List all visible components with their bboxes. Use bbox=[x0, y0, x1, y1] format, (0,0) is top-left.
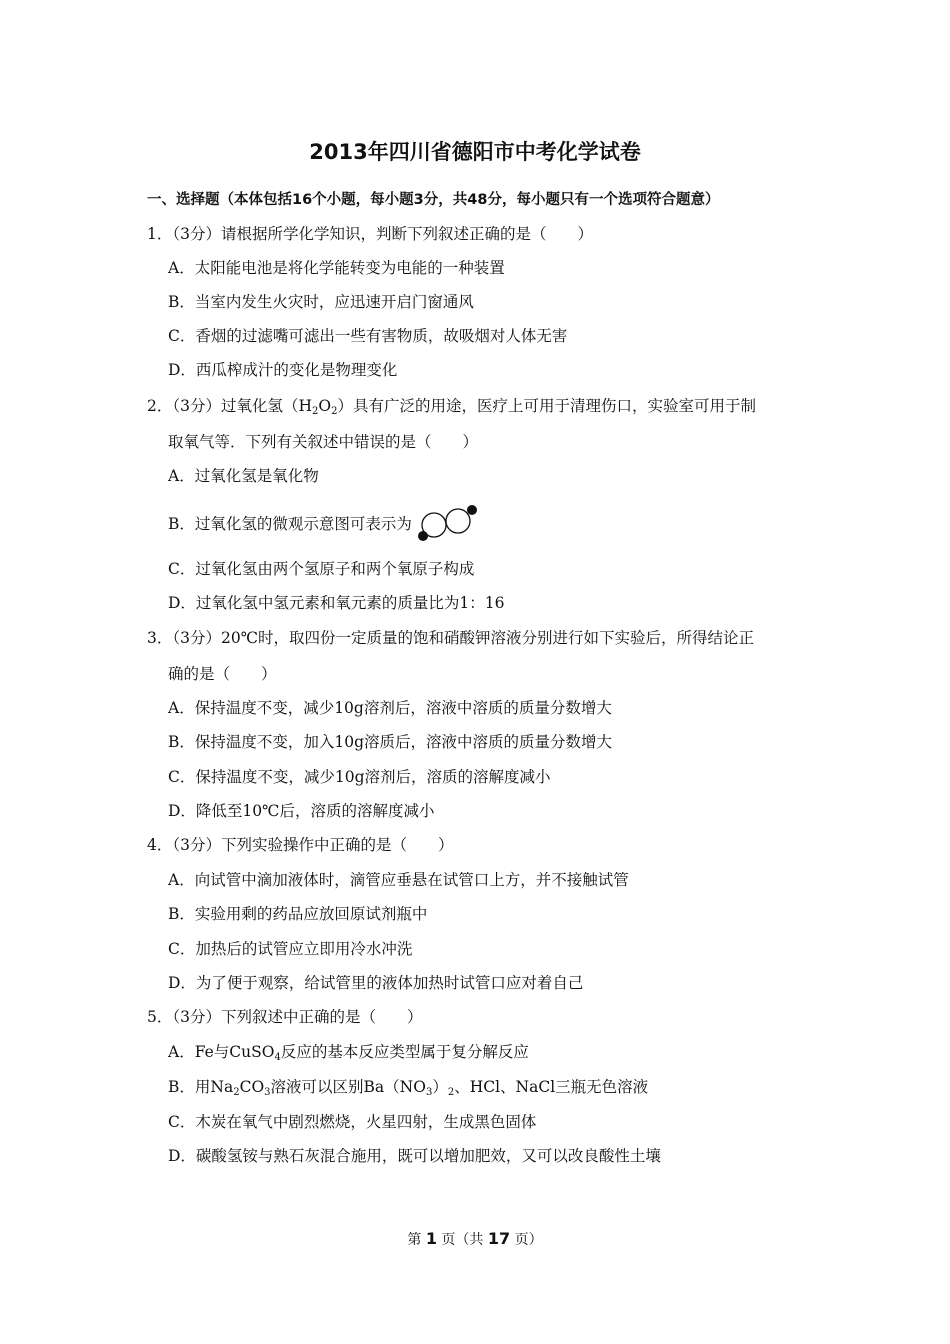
subscript: 3 bbox=[425, 1087, 433, 1098]
question-1-option-b: B．当室内发生火灾时，应迅速开启门窗通风 bbox=[168, 293, 474, 311]
question-3-stem-line2: 确的是（ ） bbox=[168, 665, 277, 683]
footer-text: 第 bbox=[407, 1232, 426, 1248]
question-2-option-b-text: B．过氧化氢的微观示意图可表示为 bbox=[168, 515, 412, 533]
page-footer bbox=[0, 1229, 950, 1249]
question-5-option-a-part: A．Fe与CuSO bbox=[168, 1043, 275, 1061]
subscript: 3 bbox=[264, 1087, 271, 1098]
question-2-stem-line2: 取氧气等．下列有关叙述中错误的是（ ） bbox=[168, 433, 479, 451]
question-4-stem: 4．（3分）下列实验操作中正确的是（ ） bbox=[147, 836, 454, 854]
question-4-option-a: A．向试管中滴加液体时，滴管应垂悬在试管口上方，并不接触试管 bbox=[168, 871, 629, 889]
question-2-option-d: D．过氧化氢中氢元素和氧元素的质量比为1：16 bbox=[168, 594, 505, 612]
page-title: 2013年四川省德阳市中考化学试卷 bbox=[309, 140, 641, 164]
question-5-option-d: D．碳酸氢铵与熟石灰混合施用，既可以增加肥效，又可以改良酸性土壤 bbox=[168, 1147, 661, 1165]
footer-text: 页（共 bbox=[436, 1232, 488, 1248]
question-5-option-a bbox=[168, 1042, 529, 1062]
question-5-option-c: C．木炭在氧气中剧烈燃烧，火星四射，生成黑色固体 bbox=[168, 1113, 537, 1131]
subscript: 2 bbox=[331, 406, 338, 417]
question-1-stem: 1．（3分）请根据所学化学知识，判断下列叙述正确的是（ ） bbox=[147, 225, 593, 243]
subscript: 2 bbox=[312, 406, 319, 417]
question-5-option-b bbox=[168, 1077, 648, 1097]
question-2-stem-part: 2．（3分）过氧化氢（H bbox=[147, 397, 312, 415]
question-2-stem-part: ）具有广泛的用途，医疗上可用于清理伤口，实验室可用于制 bbox=[337, 397, 756, 415]
question-1-option-a: A．太阳能电池是将化学能转变为电能的一种装置 bbox=[168, 259, 505, 277]
question-3-option-c: C．保持温度不变，减少10g溶剂后，溶质的溶解度减小 bbox=[168, 768, 551, 786]
subscript: 2 bbox=[447, 1087, 455, 1098]
question-5-option-b-part: ） bbox=[432, 1078, 448, 1096]
question-4-option-d: D．为了便于观察，给试管里的液体加热时试管口应对着自己 bbox=[168, 974, 584, 992]
question-1-option-d: D．西瓜榨成汁的变化是物理变化 bbox=[168, 361, 398, 379]
question-5-option-a-part: 反应的基本反应类型属于复分解反应 bbox=[280, 1043, 529, 1061]
question-2-option-c: C．过氧化氢由两个氢原子和两个氧原子构成 bbox=[168, 560, 475, 578]
question-3-option-d: D．降低至10℃后，溶质的溶解度减小 bbox=[168, 802, 435, 820]
question-2-stem bbox=[147, 396, 756, 416]
footer-text: 页） bbox=[510, 1232, 543, 1248]
section-heading: 一、选择题（本体包括16个小题，每小题3分，共48分，每小题只有一个选项符合题意） bbox=[147, 192, 720, 208]
current-page-number: 1 bbox=[425, 1229, 437, 1248]
question-2-option-a: A．过氧化氢是氧化物 bbox=[168, 467, 319, 485]
question-5-option-b-part: CO bbox=[239, 1078, 265, 1096]
question-1-option-c: C．香烟的过滤嘴可滤出一些有害物质，故吸烟对人体无害 bbox=[168, 327, 568, 345]
question-5-option-b-part: 、HCl、NaCl三瓶无色溶液 bbox=[454, 1078, 649, 1096]
question-2-option-b bbox=[168, 505, 480, 545]
question-4-option-c: C．加热后的试管应立即用冷水冲洗 bbox=[168, 940, 413, 958]
question-3-option-a: A．保持温度不变，减少10g溶剂后，溶液中溶质的质量分数增大 bbox=[168, 699, 612, 717]
question-3-stem: 3．（3分）20℃时，取四份一定质量的饱和硝酸钾溶液分别进行如下实验后，所得结论正 bbox=[147, 629, 755, 647]
question-5-option-b-part: 溶液可以区别Ba（NO bbox=[270, 1078, 426, 1096]
subscript: 4 bbox=[274, 1052, 281, 1063]
total-page-count: 17 bbox=[487, 1229, 511, 1248]
question-3-option-b: B．保持温度不变，加入10g溶质后，溶液中溶质的质量分数增大 bbox=[168, 733, 613, 751]
question-2-stem-part: O bbox=[318, 397, 332, 415]
question-4-option-b: B．实验用剩的药品应放回原试剂瓶中 bbox=[168, 905, 428, 923]
h2o2-molecule-icon bbox=[414, 505, 480, 545]
question-5-option-b-part: B．用Na bbox=[168, 1078, 234, 1096]
question-5-stem: 5．（3分）下列叙述中正确的是（ ） bbox=[147, 1008, 423, 1026]
subscript: 2 bbox=[233, 1087, 240, 1098]
